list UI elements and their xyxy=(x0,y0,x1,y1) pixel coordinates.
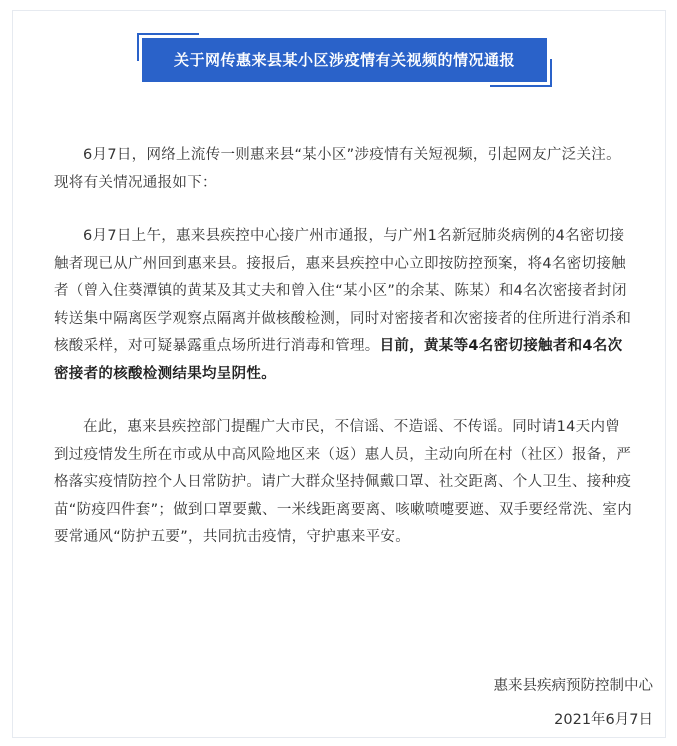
article-body xyxy=(54,142,634,578)
signature-block xyxy=(494,676,654,730)
page-title: 关于网传惠来县某小区涉疫情有关视频的情况通报 xyxy=(142,38,547,82)
paragraph-details-text: 6月7日上午，惠来县疾控中心接广州市通报，与广州1名新冠肺炎病例的4名密切接触者现已从广州回到惠来县。接报后，惠来县疾控中心立即按防控预案，将4名密切接触者（曾入住葵潭镇的黄某及其丈夫和曾入住“某小区”的余某、陈某）和4名次密接者封闭转送集中隔离医学观察点隔离并做核酸检测，同时对密接者和次密接者的住所进行消杀和核酸采样，对可疑暴露重点场所进行消毒和管理。 xyxy=(54,228,632,354)
signature-org: 惠来县疾病预防控制中心 xyxy=(493,678,653,694)
title-banner xyxy=(142,38,547,82)
signature-date: 2021年6月7日 xyxy=(554,712,653,728)
paragraph-reminder-text: 在此，惠来县疾控部门提醒广大市民，不信谣、不造谣、不传谣。同时请14天内曾到过疫情发生所在市或从中高风险地区来（返）惠人员，主动向所在村（社区）报备，严格落实疫情防控个人日常防护。请广大群众坚持佩戴口罩、社交距离、个人卫生、接种疫苗“防疫四件套”；做到口罩要戴、一米线距离要离、咳嗽喷嚏要遮、双手要经常洗、室内要常通风“防护五要”，共同抗击疫情，守护惠来平安。 xyxy=(54,419,633,545)
paragraph-intro xyxy=(54,142,634,197)
paragraph-intro-text: 6月7日，网络上流传一则惠来县“某小区”涉疫情有关短视频，引起网友广泛关注。现将有关情况通报如下： xyxy=(54,147,621,191)
paragraph-details-bold: 目前，黄某等4名密切接触者和4名次密接者的核酸检测结果均呈阴性。 xyxy=(54,338,623,382)
paragraph-reminder xyxy=(54,414,634,552)
paragraph-details xyxy=(54,223,634,388)
